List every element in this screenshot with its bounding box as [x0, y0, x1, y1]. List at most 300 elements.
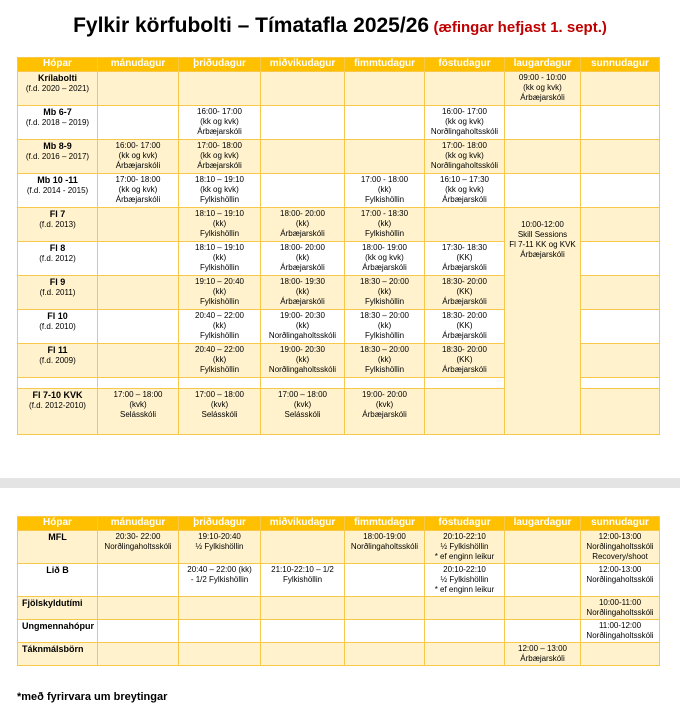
- cell-line: Árbæjarskóli: [362, 263, 407, 272]
- group-name: Fjölskyldutími: [22, 598, 83, 608]
- cell-tuesday: [179, 310, 261, 344]
- cell-line: Árbæjarskóli: [442, 331, 487, 340]
- cell-line: 11:00-12:00: [598, 621, 642, 630]
- group-name: Krílabolti: [37, 73, 77, 83]
- cell-line: Árbæjarskóli: [197, 127, 242, 136]
- table-header-row: [18, 517, 660, 531]
- cell-friday: [425, 106, 505, 140]
- cell-monday: [98, 140, 179, 174]
- cell-line: Norðlingaholtsskóli: [430, 127, 499, 136]
- group-birth-years: (f.d. 2013): [39, 220, 76, 229]
- page-title: [0, 14, 680, 38]
- cell-monday: [98, 643, 179, 666]
- group-birth-years: (f.d. 2014 - 2015): [26, 186, 89, 195]
- cell-sunday: [581, 531, 660, 564]
- cell-friday: [425, 140, 505, 174]
- table-row: [18, 106, 660, 140]
- cell-wednesday: [261, 140, 345, 174]
- cell-wednesday: [261, 643, 345, 666]
- cell-thursday: [345, 72, 425, 106]
- cell-line: 18:00- 20:00: [280, 243, 325, 252]
- header-cell-friday: föstudagur: [425, 58, 505, 72]
- cell-line: (kvk): [293, 400, 312, 409]
- cell-wednesday: [261, 106, 345, 140]
- cell-line: 17:30- 18:30: [442, 243, 487, 252]
- cell-line: (kk og kvk): [523, 83, 562, 92]
- cell-line: Árbæjarskóli: [280, 229, 325, 238]
- cell-line: Selásskóli: [119, 410, 156, 419]
- group-name: Fl 8: [49, 243, 66, 253]
- group-birth-years: (f.d. 2012): [39, 254, 76, 263]
- header-cell-monday: mánudagur: [98, 58, 179, 72]
- cell-wednesday: [261, 597, 345, 620]
- header-cell-wednesday: miðvikudagur: [261, 58, 345, 72]
- footnote: *með fyrirvara um breytingar: [17, 691, 168, 703]
- cell-line: Árbæjarskóli: [520, 93, 565, 102]
- cell-line: Fylkishöllin: [282, 575, 323, 584]
- group-birth-years: (f.d. 2020 – 2021): [25, 84, 90, 93]
- cell-line: 20:10-22:10: [443, 532, 486, 541]
- group-name: Fl 7: [49, 209, 66, 219]
- cell-wednesday: [261, 531, 345, 564]
- group-cell: [18, 310, 98, 344]
- cell-friday: [425, 531, 505, 564]
- cell-line: 17:00 – 18:00: [278, 390, 327, 399]
- cell-saturday: [505, 174, 581, 208]
- cell-monday: [98, 242, 179, 276]
- cell-line: 18:00-19:00: [363, 532, 406, 541]
- header-cell-thursday: fimmtudagur: [345, 58, 425, 72]
- cell-line: * ef enginn leikur: [434, 585, 495, 594]
- cell-line: 17:00 - 18:30: [360, 209, 409, 218]
- cell-line: Árbæjarskóli: [442, 297, 487, 306]
- cell-sunday: [581, 643, 660, 666]
- cell-line: 12:00-13:00: [598, 532, 642, 541]
- cell-line: 18:30 – 20:00: [360, 345, 409, 354]
- cell-thursday: [345, 643, 425, 666]
- cell-line: 16:00- 17:00: [442, 107, 487, 116]
- cell-line: Fylkishöllin: [364, 365, 405, 374]
- cell-thursday: [345, 242, 425, 276]
- cell-friday: [425, 378, 505, 389]
- cell-sunday: [581, 389, 660, 435]
- group-cell: [18, 643, 98, 666]
- cell-line: 12:00 – 13:00: [518, 644, 567, 653]
- group-name: Táknmálsbörn: [22, 644, 84, 654]
- cell-wednesday: [261, 208, 345, 242]
- header-cell-sunday: sunnudagur: [581, 517, 660, 531]
- cell-line: (KK): [456, 253, 473, 262]
- cell-line: (kk): [295, 219, 310, 228]
- cell-wednesday: [261, 72, 345, 106]
- cell-friday: [425, 620, 505, 643]
- cell-line: 20:30- 22:00: [115, 532, 161, 541]
- cell-saturday: [505, 140, 581, 174]
- cell-line: Fl 7-11 KK og KVK: [509, 240, 576, 249]
- cell-monday: [98, 344, 179, 378]
- header-cell-friday: föstudagur: [425, 517, 505, 531]
- cell-saturday: [505, 72, 581, 106]
- cell-monday: [98, 564, 179, 597]
- cell-line: (kk og kvk): [445, 117, 484, 126]
- group-name: Mb 10 -11: [37, 175, 78, 185]
- cell-wednesday: [261, 389, 345, 435]
- cell-thursday: [345, 174, 425, 208]
- schedule-table-adult: [17, 516, 660, 666]
- cell-wednesday: [261, 564, 345, 597]
- header-cell-thursday: fimmtudagur: [345, 517, 425, 531]
- group-cell: [18, 389, 98, 435]
- cell-line: 16:00- 17:00: [197, 107, 242, 116]
- cell-friday: [425, 174, 505, 208]
- cell-line: (kk): [212, 253, 227, 262]
- group-birth-years: (f.d. 2012-2010): [29, 401, 86, 410]
- cell-line: 20:10-22:10: [443, 565, 486, 574]
- cell-sunday: [581, 242, 660, 276]
- group-name: Lið B: [46, 565, 69, 575]
- cell-friday: [425, 242, 505, 276]
- cell-line: Selásskóli: [201, 410, 238, 419]
- cell-thursday: [345, 310, 425, 344]
- cell-line: (kk og kvk): [118, 185, 158, 194]
- cell-line: 17:00 – 18:00: [195, 390, 244, 399]
- cell-line: Fylkishöllin: [199, 263, 240, 272]
- title-note: (æfingar hefjast 1. sept.): [433, 19, 607, 36]
- cell-line: Árbæjarskóli: [362, 410, 407, 419]
- table-row: [18, 620, 660, 643]
- cell-monday: [98, 597, 179, 620]
- cell-line: 20:40 – 22:00: [195, 345, 244, 354]
- group-cell: [18, 208, 98, 242]
- cell-line: ½ Fylkishöllin: [440, 542, 489, 551]
- cell-line: 18:30 – 20:00: [360, 277, 409, 286]
- cell-line: 12:00-13:00: [598, 565, 642, 574]
- cell-saturday: [505, 643, 581, 666]
- cell-line: Árbæjarskóli: [280, 263, 325, 272]
- group-name: Mb 6-7: [43, 107, 72, 117]
- cell-tuesday: [179, 531, 261, 564]
- cell-line: (kvk): [210, 400, 229, 409]
- cell-line: * ef enginn leikur: [434, 552, 495, 561]
- group-cell: [18, 620, 98, 643]
- table-row: [18, 531, 660, 564]
- cell-friday: [425, 344, 505, 378]
- cell-line: Norðlingaholtsskóli: [268, 365, 337, 374]
- group-birth-years: (f.d. 2009): [39, 356, 76, 365]
- group-birth-years: (f.d. 2011): [39, 288, 76, 297]
- cell-line: (KK): [456, 287, 473, 296]
- cell-thursday: [345, 276, 425, 310]
- cell-tuesday: [179, 620, 261, 643]
- table-row: [18, 174, 660, 208]
- header-cell-groups: Hópar: [18, 58, 98, 72]
- cell-thursday: [345, 208, 425, 242]
- group-name: Mb 8-9: [43, 141, 72, 151]
- cell-tuesday: [179, 564, 261, 597]
- cell-line: (kk og kvk): [445, 185, 484, 194]
- cell-monday: [98, 389, 179, 435]
- cell-sunday: [581, 208, 660, 242]
- group-name: Fl 9: [49, 277, 66, 287]
- cell-line: 18:10 – 19:10: [195, 209, 244, 218]
- header-cell-wednesday: miðvikudagur: [261, 517, 345, 531]
- cell-line: Fylkishöllin: [364, 297, 405, 306]
- cell-line: Norðlingaholtsskóli: [586, 631, 654, 640]
- cell-monday: [98, 310, 179, 344]
- cell-saturday: [505, 620, 581, 643]
- cell-line: Fylkishöllin: [199, 297, 240, 306]
- cell-line: Fylkishöllin: [199, 229, 240, 238]
- header-cell-monday: mánudagur: [98, 517, 179, 531]
- cell-tuesday: [179, 344, 261, 378]
- cell-sunday: [581, 140, 660, 174]
- cell-sunday: [581, 620, 660, 643]
- cell-line: 18:30- 20:00: [442, 345, 487, 354]
- group-name: Fl 11: [47, 345, 68, 355]
- cell-thursday: [345, 140, 425, 174]
- group-cell: [18, 174, 98, 208]
- cell-line: Fylkishöllin: [199, 331, 240, 340]
- table-header-row: [18, 58, 660, 72]
- cell-line: (kvk): [375, 400, 394, 409]
- cell-line: 20:40 – 22:00 (kk): [187, 565, 252, 574]
- group-cell: [18, 344, 98, 378]
- cell-tuesday: [179, 140, 261, 174]
- group-cell: [18, 72, 98, 106]
- cell-line: 20:40 – 22:00: [195, 311, 244, 320]
- cell-monday: [98, 531, 179, 564]
- cell-line: 17:00- 18:00: [115, 175, 161, 184]
- group-name: Fl 7-10 KVK: [32, 390, 83, 400]
- table-row: [18, 643, 660, 666]
- table-row: [18, 72, 660, 106]
- cell-monday: [98, 106, 179, 140]
- cell-line: (kk): [295, 253, 310, 262]
- cell-friday: [425, 208, 505, 242]
- cell-tuesday: [179, 106, 261, 140]
- cell-tuesday: [179, 276, 261, 310]
- cell-line: (kk): [377, 219, 392, 228]
- cell-line: (kk): [295, 355, 310, 364]
- table-row: [18, 208, 660, 242]
- cell-monday: [98, 276, 179, 310]
- cell-monday: [98, 174, 179, 208]
- cell-tuesday: [179, 597, 261, 620]
- cell-tuesday: [179, 643, 261, 666]
- cell-thursday: [345, 378, 425, 389]
- cell-sunday: [581, 276, 660, 310]
- cell-line: (kk): [212, 321, 227, 330]
- cell-line: 19:00- 20:30: [280, 311, 325, 320]
- group-birth-years: (f.d. 2010): [39, 322, 76, 331]
- cell-line: 18:10 – 19:10: [195, 243, 244, 252]
- cell-line: (kk og kvk): [200, 151, 239, 160]
- cell-line: Árbæjarskóli: [115, 195, 161, 204]
- cell-line: Árbæjarskóli: [442, 263, 487, 272]
- cell-wednesday: [261, 378, 345, 389]
- cell-line: 17:00 – 18:00: [113, 390, 163, 399]
- cell-line: (kk): [377, 321, 392, 330]
- cell-line: 21:10-22:10 – 1/2: [271, 565, 334, 574]
- cell-line: (kk): [377, 355, 392, 364]
- cell-friday: [425, 564, 505, 597]
- cell-saturday: [505, 597, 581, 620]
- table-row: [18, 597, 660, 620]
- cell-line: (kk): [377, 287, 392, 296]
- cell-line: (KK): [456, 321, 473, 330]
- cell-friday: [425, 643, 505, 666]
- header-cell-tuesday: þriðudagur: [179, 58, 261, 72]
- cell-line: Árbæjarskóli: [197, 161, 242, 170]
- cell-sunday: [581, 597, 660, 620]
- cell-line: Fylkishöllin: [199, 365, 240, 374]
- cell-line: Árbæjarskóli: [442, 365, 487, 374]
- cell-monday: [98, 208, 179, 242]
- cell-line: 19:10-20:40: [198, 532, 241, 541]
- group-name: MFL: [48, 532, 67, 542]
- cell-line: Árbæjarskóli: [520, 250, 565, 259]
- cell-line: 19:00- 20:30: [280, 345, 325, 354]
- cell-wednesday: [261, 344, 345, 378]
- cell-line: 18:30- 20:00: [442, 277, 487, 286]
- cell-saturday-skill-sessions: [505, 208, 581, 435]
- cell-line: Norðlingaholtsskóli: [104, 542, 172, 551]
- cell-line: Fylkishöllin: [364, 195, 405, 204]
- cell-wednesday: [261, 174, 345, 208]
- cell-tuesday: [179, 242, 261, 276]
- cell-line: (kk): [295, 287, 310, 296]
- cell-line: (KK): [456, 355, 473, 364]
- cell-line: 18:10 – 19:10: [195, 175, 244, 184]
- cell-sunday: [581, 72, 660, 106]
- cell-line: Fylkishöllin: [364, 331, 405, 340]
- cell-thursday: [345, 620, 425, 643]
- cell-tuesday: [179, 208, 261, 242]
- cell-friday: [425, 276, 505, 310]
- cell-tuesday: [179, 174, 261, 208]
- group-name: Ungmennahópur: [22, 621, 94, 631]
- cell-line: (kk og kvk): [445, 151, 484, 160]
- cell-tuesday: [179, 72, 261, 106]
- group-cell: [18, 140, 98, 174]
- cell-friday: [425, 389, 505, 435]
- header-cell-saturday: laugardagur: [505, 58, 581, 72]
- cell-line: Norðlingaholtsskóli: [586, 608, 654, 617]
- cell-line: (kk): [212, 287, 227, 296]
- table-row: [18, 140, 660, 174]
- cell-line: 19:00- 20:00: [362, 390, 407, 399]
- cell-tuesday: [179, 378, 261, 389]
- cell-line: Norðlingaholtsskóli: [586, 542, 654, 551]
- group-cell: [18, 531, 98, 564]
- cell-sunday: [581, 106, 660, 140]
- cell-line: 10:00-12:00: [521, 220, 564, 229]
- cell-line: (kk): [295, 321, 310, 330]
- cell-sunday: [581, 174, 660, 208]
- cell-sunday: [581, 564, 660, 597]
- cell-friday: [425, 597, 505, 620]
- cell-saturday: [505, 106, 581, 140]
- cell-line: (kk og kvk): [118, 151, 158, 160]
- cell-line: ½ Fylkishöllin: [195, 542, 244, 551]
- cell-line: 16:00- 17:00: [115, 141, 161, 150]
- cell-thursday: [345, 106, 425, 140]
- cell-line: (kk og kvk): [200, 117, 239, 126]
- group-cell: [18, 564, 98, 597]
- cell-sunday: [581, 344, 660, 378]
- cell-friday: [425, 310, 505, 344]
- cell-line: Norðlingaholtsskóli: [430, 161, 499, 170]
- cell-thursday: [345, 389, 425, 435]
- cell-monday: [98, 378, 179, 389]
- cell-line: 10:00-11:00: [598, 598, 642, 607]
- cell-line: Fylkishöllin: [199, 195, 240, 204]
- cell-line: Fylkishöllin: [364, 229, 405, 238]
- header-cell-groups: Hópar: [18, 517, 98, 531]
- cell-line: 19:10 – 20:40: [195, 277, 244, 286]
- cell-line: 18:00- 19:30: [280, 277, 325, 286]
- group-birth-years: (f.d. 2018 – 2019): [25, 118, 90, 127]
- header-cell-saturday: laugardagur: [505, 517, 581, 531]
- cell-line: 18:00- 20:00: [280, 209, 325, 218]
- cell-line: Norðlingaholtsskóli: [586, 575, 654, 584]
- cell-thursday: [345, 597, 425, 620]
- cell-line: 18:00- 19:00: [362, 243, 407, 252]
- cell-line: (kvk): [129, 400, 147, 409]
- cell-line: Árbæjarskóli: [520, 654, 565, 663]
- group-birth-years: (f.d. 2016 – 2017): [25, 152, 90, 161]
- table-row: [18, 564, 660, 597]
- cell-line: Norðlingaholtsskóli: [268, 331, 337, 340]
- group-cell: [18, 106, 98, 140]
- cell-saturday: [505, 531, 581, 564]
- cell-line: Recovery/shoot: [592, 552, 648, 561]
- cell-wednesday: [261, 276, 345, 310]
- cell-line: (kk og kvk): [200, 185, 239, 194]
- schedule-table-youth: [17, 57, 660, 435]
- cell-monday: [98, 72, 179, 106]
- cell-wednesday: [261, 620, 345, 643]
- group-cell: [18, 242, 98, 276]
- cell-line: Árbæjarskóli: [442, 195, 487, 204]
- cell-line: Skill Sessions: [517, 230, 568, 239]
- cell-sunday: [581, 310, 660, 344]
- cell-line: 17:00- 18:00: [442, 141, 487, 150]
- title-main: Fylkir körfubolti – Tímatafla 2025/26: [73, 14, 430, 37]
- cell-thursday: [345, 344, 425, 378]
- cell-line: Árbæjarskóli: [280, 297, 325, 306]
- cell-sunday: [581, 378, 660, 389]
- cell-line: 18:30- 20:00: [442, 311, 487, 320]
- cell-line: - 1/2 Fylkishöllin: [190, 575, 249, 584]
- cell-line: Árbæjarskóli: [115, 161, 161, 170]
- cell-thursday: [345, 531, 425, 564]
- cell-line: Selásskóli: [284, 410, 321, 419]
- group-cell: [18, 378, 98, 389]
- cell-line: (kk): [212, 219, 227, 228]
- cell-line: 18:30 – 20:00: [360, 311, 409, 320]
- cell-line: 09:00 - 10:00: [518, 73, 567, 82]
- section-divider: [0, 478, 680, 488]
- group-cell: [18, 276, 98, 310]
- cell-saturday: [505, 564, 581, 597]
- header-cell-sunday: sunnudagur: [581, 58, 660, 72]
- cell-line: (kk): [377, 185, 392, 194]
- cell-thursday: [345, 564, 425, 597]
- group-name: Fl 10: [47, 311, 68, 321]
- cell-line: 17:00- 18:00: [197, 141, 242, 150]
- cell-tuesday: [179, 389, 261, 435]
